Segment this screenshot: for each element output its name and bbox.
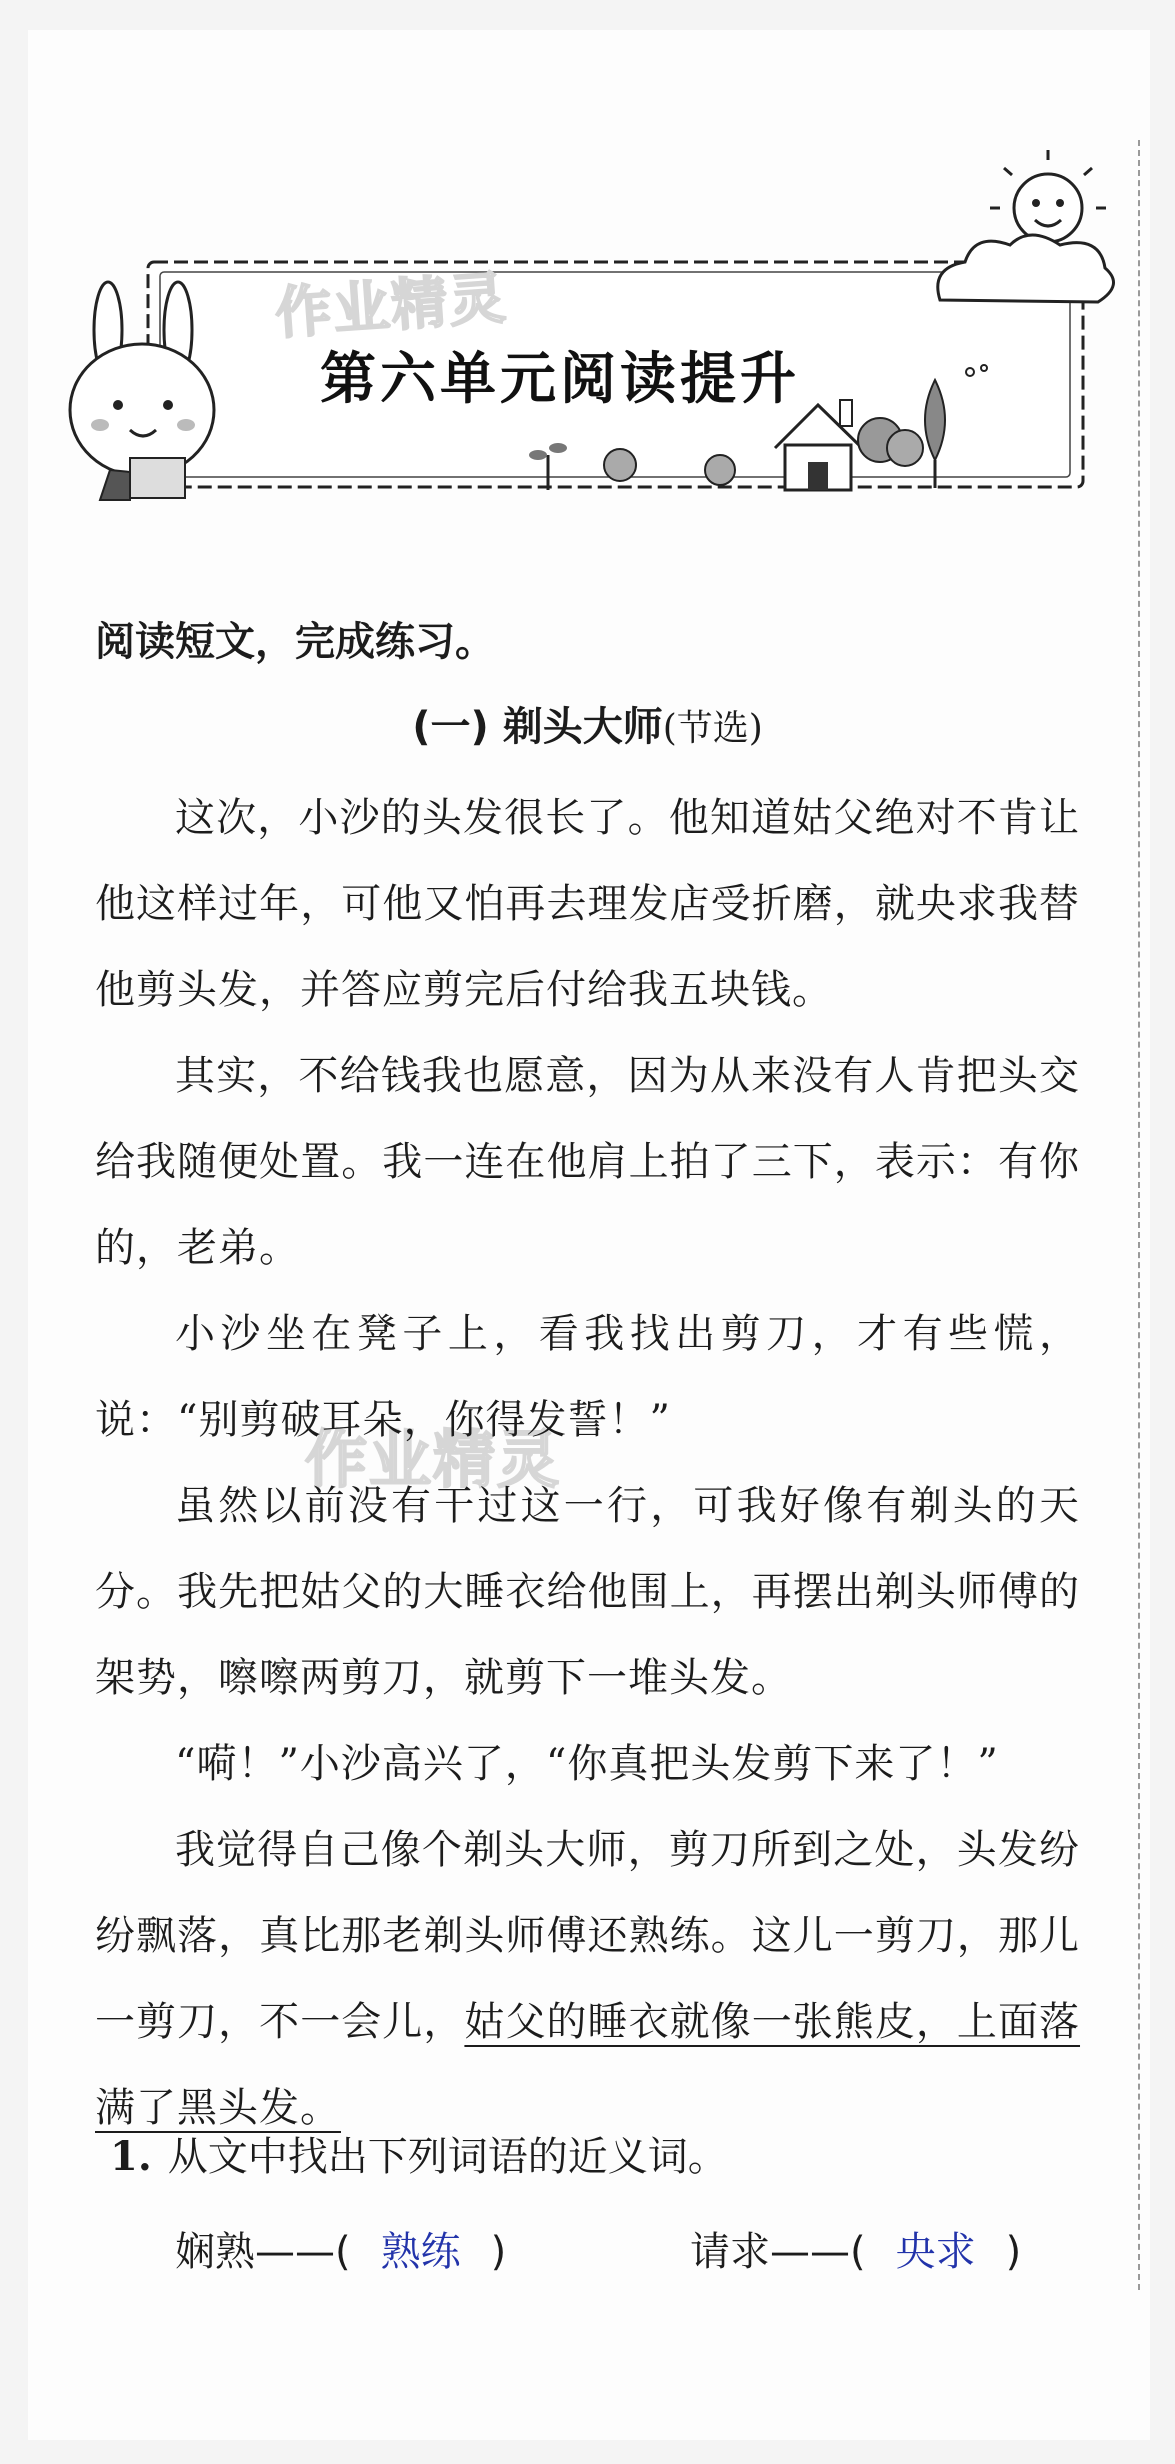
synonym-word: 娴熟	[175, 2229, 255, 2275]
dash: ——	[770, 2229, 850, 2275]
synonym-item	[175, 2220, 506, 2277]
passage-heading	[0, 695, 1175, 752]
unit-banner	[0, 0, 1175, 520]
sun-icon	[990, 150, 1106, 242]
cloud-icon	[938, 235, 1114, 302]
synonym-word: 请求	[690, 2229, 770, 2275]
paragraph: 小沙坐在凳子上，看我找出剪刀，才有些慌，说：“别剪破耳朵，你得发誓！”	[95, 1311, 1080, 1443]
paragraph-text: 我觉得自己像个剃头大师，剪刀所到之处，头发纷纷飘落，真比那老剃头师傅还熟练。这儿一剪刀，那儿一剪刀，不一会儿，	[95, 1827, 1080, 2045]
open-paren: (	[850, 2229, 866, 2275]
underlined-sentence: 姑父的睡衣就像一张熊皮，上面落满了黑头发。	[95, 1999, 1081, 2131]
question-1	[110, 2125, 728, 2182]
paragraph: 其实，不给钱我也愿意，因为从来没有人肯把头交给我随便处置。我一连在他肩上拍了三下，表示：有你的，老弟。	[95, 1053, 1080, 1271]
question-number: 1.	[110, 2133, 152, 2180]
answer-blank[interactable]: 央求	[895, 2229, 976, 2275]
paragraph-last	[95, 1807, 1080, 2151]
synonym-item	[690, 2220, 1021, 2277]
passage-source: (节选)	[662, 708, 763, 749]
paragraph: “嗬！”小沙高兴了，“你真把头发剪下来了！”	[175, 1741, 999, 1787]
passage-body	[95, 775, 1080, 2151]
watermark-text-lower: 作业精灵	[305, 1423, 562, 1496]
unit-title: 第六单元阅读提升	[320, 347, 800, 412]
dash: ——	[255, 2229, 335, 2275]
close-paren: )	[1005, 2229, 1022, 2275]
answer-blank[interactable]: 熟练	[380, 2229, 461, 2275]
passage-title: (一) 剃头大师	[412, 704, 663, 750]
question-text: 从文中找出下列词语的近义词。	[167, 2134, 728, 2180]
banner-illustration	[0, 0, 1175, 520]
close-paren: )	[490, 2229, 507, 2275]
reading-instruction: 阅读短文，完成练习。	[95, 619, 495, 665]
watermark-text: 作业精灵	[273, 265, 510, 348]
open-paren: (	[335, 2229, 351, 2275]
paragraph: 这次，小沙的头发很长了。他知道姑父绝对不肯让他这样过年，可他又怕再去理发店受折磨，就央求我替他剪头发，并答应剪完后付给我五块钱。	[95, 795, 1080, 1013]
paragraph: 虽然以前没有干过这一行，可我好像有剃头的天分。我先把姑父的大睡衣给他围上，再摆出剃头师傅的架势，嚓嚓两剪刀，就剪下一堆头发。	[95, 1483, 1080, 1701]
